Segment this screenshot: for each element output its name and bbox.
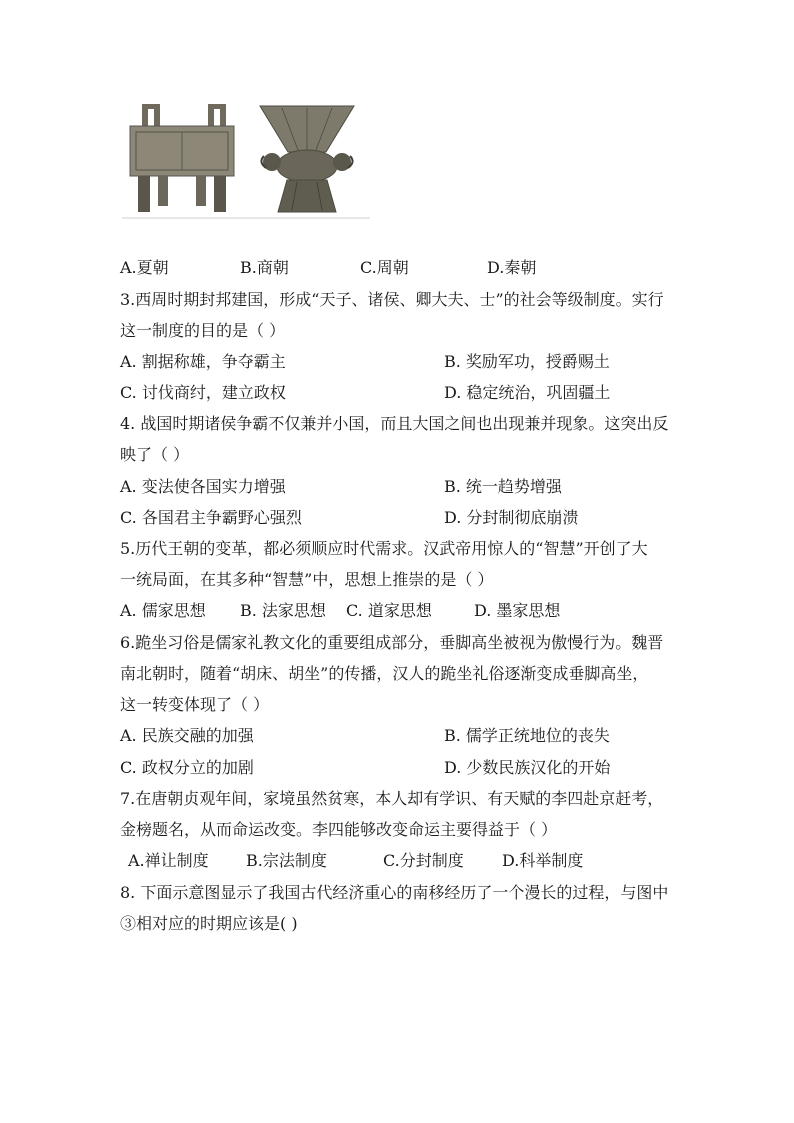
q5-stem-line-1: 5.历代王朝的变革，都必须顺应时代需求。汉武帝用惊人的“智慧”开创了大: [120, 539, 648, 558]
q8-stem-line-2: ③相对应的时期应该是( ): [120, 914, 298, 933]
q6-option-b[interactable]: B. 儒学正统地位的丧失: [444, 726, 610, 745]
q7-stem-line-2: 金榜题名，从而命运改变。李四能够改变命运主要得益于（ ）: [120, 820, 558, 839]
square-ding-icon: [130, 104, 234, 212]
bronze-vessels-figure: [122, 100, 372, 220]
q5-option-a[interactable]: A. 儒家思想: [120, 601, 206, 620]
q5-option-d[interactable]: D. 墨家思想: [474, 601, 561, 620]
q5-option-c[interactable]: C. 道家思想: [346, 601, 432, 620]
q6-stem-line-3: 这一转变体现了（ ）: [120, 695, 270, 714]
q7-option-c[interactable]: C.分封制度: [383, 851, 464, 870]
q3-option-d[interactable]: D. 稳定统治，巩固疆土: [444, 383, 611, 402]
q4-option-b[interactable]: B. 统一趋势增强: [444, 477, 562, 496]
q5-option-b[interactable]: B. 法家思想: [240, 601, 326, 620]
q3-option-c[interactable]: C. 讨伐商纣，建立政权: [120, 383, 286, 402]
q4-stem-line-1: 4. 战国时期诸侯争霸不仅兼并小国，而且大国之间也出现兼并现象。这突出反: [120, 414, 669, 433]
q3-option-a[interactable]: A. 割据称雄，争夺霸主: [120, 352, 286, 371]
q2-option-b[interactable]: B.商朝: [240, 258, 289, 277]
q6-option-a[interactable]: A. 民族交融的加强: [120, 726, 254, 745]
q6-option-c[interactable]: C. 政权分立的加剧: [120, 758, 254, 777]
q4-option-c[interactable]: C. 各国君主争霸野心强烈: [120, 508, 302, 527]
q7-stem-line-1: 7.在唐朝贞观年间，家境虽然贫寒，本人却有学识、有天赋的李四赴京赶考，: [120, 789, 664, 808]
q2-option-c[interactable]: C.周朝: [360, 258, 409, 277]
q5-stem-line-2: 一统局面，在其多种“智慧”中，思想上推崇的是（ ）: [120, 570, 494, 589]
q6-stem-line-2: 南北朝时，随着“胡床、胡坐”的传播，汉人的跪坐礼俗逐渐变成垂脚高坐，: [120, 664, 649, 683]
q3-stem-line-1: 3.西周时期封邦建国，形成“天子、诸侯、卿大夫、士”的社会等级制度。实行: [120, 290, 664, 309]
q2-option-d[interactable]: D.秦朝: [487, 258, 537, 277]
q4-option-a[interactable]: A. 变法使各国实力增强: [120, 477, 286, 496]
q4-stem-line-2: 映了（ ）: [120, 445, 190, 464]
q3-stem-line-2: 这一制度的目的是（ ）: [120, 321, 286, 340]
q6-option-d[interactable]: D. 少数民族汉化的开始: [444, 758, 611, 777]
q8-stem-line-1: 8. 下面示意图显示了我国古代经济重心的南移经历了一个漫长的过程，与图中: [120, 883, 669, 902]
q7-option-b[interactable]: B.宗法制度: [246, 851, 327, 870]
q2-option-a[interactable]: A.夏朝: [120, 258, 169, 277]
q6-stem-line-1: 6.跪坐习俗是儒家礼教文化的重要组成部分，垂脚高坐被视为傲慢行为。魏晋: [120, 633, 664, 652]
q7-option-d[interactable]: D.科举制度: [502, 851, 584, 870]
q7-option-a[interactable]: A.禅让制度: [128, 851, 209, 870]
q4-option-d[interactable]: D. 分封制彻底崩溃: [444, 508, 579, 527]
ram-zun-icon: [260, 106, 354, 212]
q3-option-b[interactable]: B. 奖励军功，授爵赐土: [444, 352, 610, 371]
